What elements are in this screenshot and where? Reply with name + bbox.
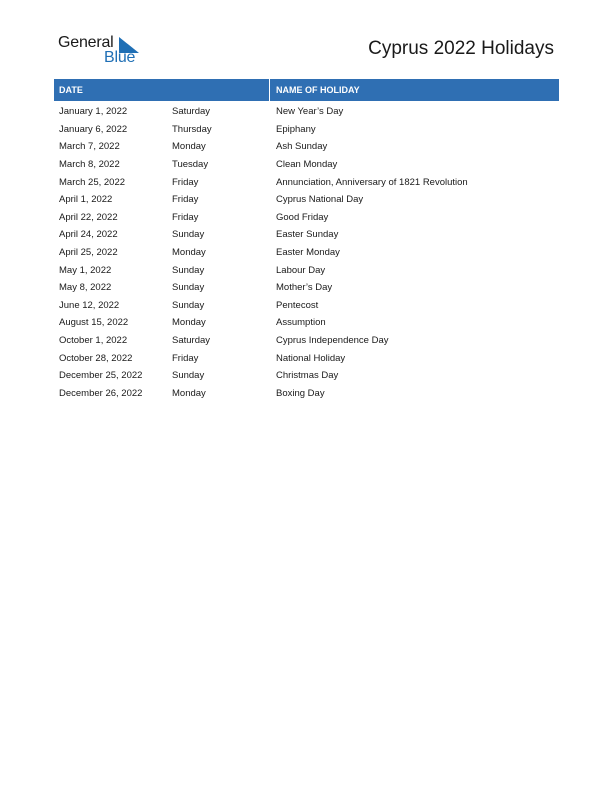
cell-date: March 8, 2022 <box>59 159 120 171</box>
cell-date: December 25, 2022 <box>59 370 143 382</box>
cell-date: March 25, 2022 <box>59 176 126 188</box>
cell-holiday-name: Cyprus Independence Day <box>276 335 389 347</box>
table-row <box>54 156 559 174</box>
cell-holiday-name: New Year’s Day <box>276 106 344 118</box>
table-row <box>54 367 559 385</box>
cell-day: Saturday <box>172 335 211 347</box>
cell-day: Sunday <box>172 229 205 241</box>
table-row <box>54 261 559 279</box>
cell-day: Sunday <box>172 370 205 382</box>
table-row <box>54 349 559 367</box>
cell-holiday-name: Christmas Day <box>276 370 339 382</box>
cell-holiday-name: Good Friday <box>276 211 329 223</box>
cell-date: October 1, 2022 <box>59 335 128 347</box>
logo-blue-text: Blue <box>104 49 136 66</box>
cell-day: Friday <box>172 194 199 206</box>
cell-date: January 1, 2022 <box>59 106 128 118</box>
cell-day: Monday <box>172 141 206 153</box>
cell-date: March 7, 2022 <box>59 141 120 153</box>
page-title: Cyprus 2022 Holidays <box>368 38 554 59</box>
table-row <box>54 103 559 121</box>
table-row <box>54 297 559 315</box>
cell-date: April 24, 2022 <box>59 229 118 241</box>
cell-holiday-name: Cyprus National Day <box>276 194 364 206</box>
cell-day: Sunday <box>172 299 205 311</box>
cell-date: May 1, 2022 <box>59 264 112 276</box>
holiday-table <box>54 79 559 402</box>
header-holiday-name: NAME OF HOLIDAY <box>276 85 360 95</box>
cell-day: Saturday <box>172 106 211 118</box>
cell-holiday-name: Annunciation, Anniversary of 1821 Revolution <box>276 176 468 188</box>
cell-day: Sunday <box>172 282 205 294</box>
cell-day: Sunday <box>172 264 205 276</box>
cell-holiday-name: Easter Sunday <box>276 229 339 241</box>
cell-holiday-name: Boxing Day <box>276 387 325 399</box>
cell-date: April 1, 2022 <box>59 194 113 206</box>
cell-date: January 6, 2022 <box>59 123 128 135</box>
logo-general-text: General <box>58 34 114 51</box>
cell-holiday-name: Mother’s Day <box>276 282 333 294</box>
cell-date: May 8, 2022 <box>59 282 112 294</box>
cell-day: Monday <box>172 247 206 259</box>
table-row <box>54 279 559 297</box>
table-row <box>54 173 559 191</box>
cell-holiday-name: National Holiday <box>276 352 346 364</box>
table-row <box>54 191 559 209</box>
cell-holiday-name: Clean Monday <box>276 159 338 171</box>
cell-date: April 22, 2022 <box>59 211 118 223</box>
cell-day: Monday <box>172 387 206 399</box>
table-header <box>54 79 559 101</box>
cell-day: Monday <box>172 317 206 329</box>
cell-holiday-name: Labour Day <box>276 264 326 276</box>
cell-day: Tuesday <box>172 159 209 171</box>
table-row <box>54 314 559 332</box>
header-date: DATE <box>54 79 270 101</box>
table-row <box>54 244 559 262</box>
table-row <box>54 226 559 244</box>
table-row <box>54 121 559 139</box>
table-row <box>54 138 559 156</box>
cell-date: October 28, 2022 <box>59 352 133 364</box>
table-row <box>54 209 559 227</box>
cell-date: December 26, 2022 <box>59 387 143 399</box>
table-body <box>54 103 559 402</box>
cell-day: Thursday <box>172 123 212 135</box>
table-row <box>54 385 559 403</box>
cell-date: August 15, 2022 <box>59 317 129 329</box>
cell-holiday-name: Pentecost <box>276 299 319 311</box>
cell-holiday-name: Easter Monday <box>276 247 340 259</box>
cell-day: Friday <box>172 176 199 188</box>
cell-date: April 25, 2022 <box>59 247 118 259</box>
cell-day: Friday <box>172 211 199 223</box>
logo <box>58 34 148 68</box>
cell-date: June 12, 2022 <box>59 299 120 311</box>
cell-holiday-name: Ash Sunday <box>276 141 328 153</box>
cell-holiday-name: Epiphany <box>276 123 316 135</box>
cell-day: Friday <box>172 352 199 364</box>
table-row <box>54 332 559 350</box>
cell-holiday-name: Assumption <box>276 317 326 329</box>
